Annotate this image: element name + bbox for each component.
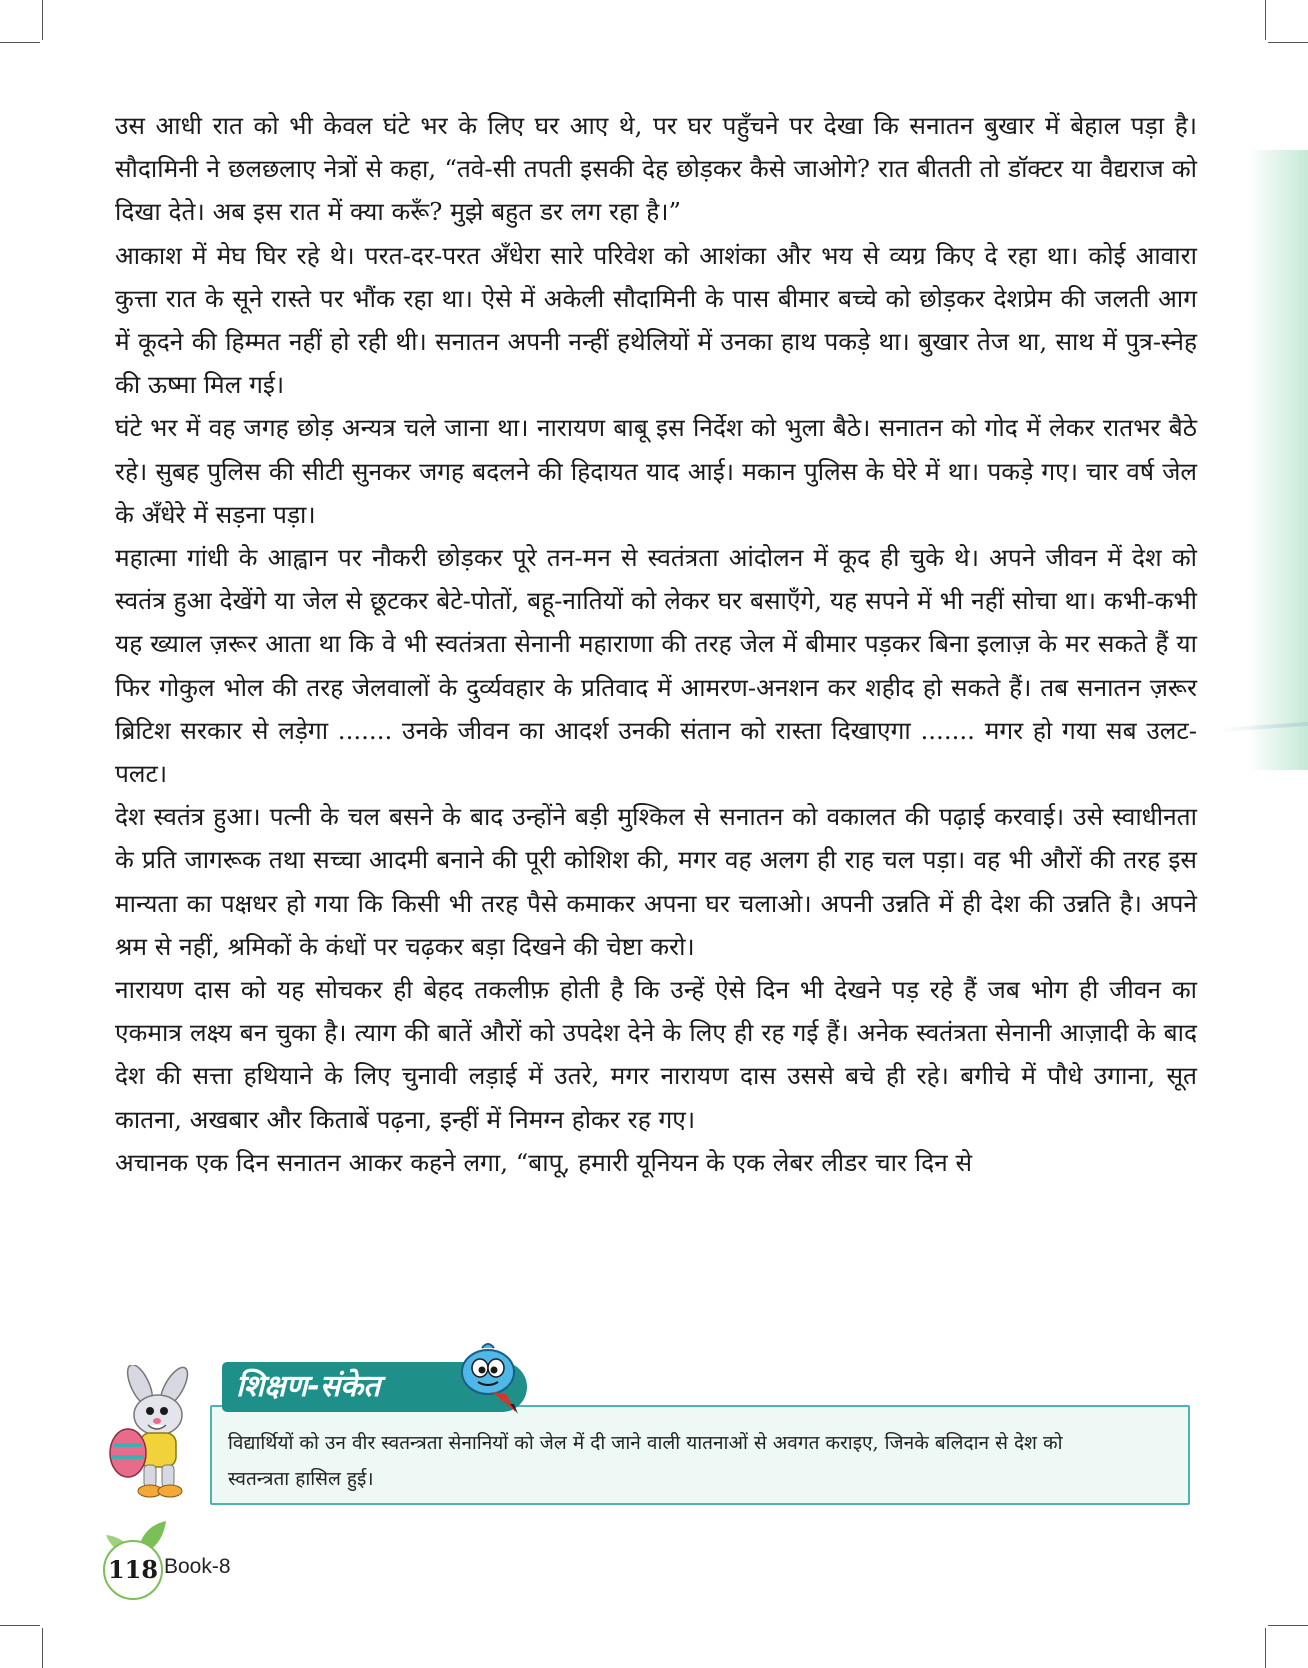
crop-mark-top-left-h [0,42,40,43]
paragraph-3: घंटे भर में वह जगह छोड़ अन्यत्र चले जाना था। नारायण बाबू इस निर्देश को भुला बैठे। सनातन को गोद में लेकर रातभर बैठे रहे। सुबह पुलिस की सीटी सुनकर जगह बदलने की हिदायत याद आई। मकान पुलिस के घेरे में था। पकड़े गए। चार वर्ष जेल के अँधेरे में सड़ना पड़ा। [115,413,1197,529]
crop-mark-top-right [1265,0,1266,40]
side-decoration [1248,150,1308,770]
page-number: 118 [103,1540,163,1600]
teaching-hint-heading: शिक्षण-संकेत [222,1362,527,1412]
crop-mark-bottom-left [42,1628,43,1668]
teaching-hint-text: विद्यार्थियों को उन वीर स्वतन्त्रता सेनानियों को जेल में दी जाने वाली यातनाओं से अवगत कराइए, जिनके बलिदान से देश को स्वतन्त्रता हासिल हुई। [228,1432,1063,1490]
crop-mark-top-right-h [1268,42,1308,43]
crop-mark-bottom-right-h [1268,1625,1308,1626]
crop-mark-bottom-left-h [0,1625,40,1626]
pencil-mascot-icon [452,1338,532,1418]
paragraph-1: उस आधी रात को भी केवल घंटे भर के लिए घर आए थे, पर घर पहुँचने पर देखा कि सनातन बुखार में बेहाल पड़ा है। सौदामिनी ने छलछलाए नेत्रों से कहा, “तवे-सी तपती इसकी देह छोड़कर कैसे जाओगे? रात बीतती तो डॉक्टर या वैद्यराज को दिखा देते। अब इस रात में क्या करूँ? मुझे बहुत डर लग रहा है।” [115,111,1197,227]
book-label: Book-8 [164,1555,231,1578]
paragraph-4: महात्मा गांधी के आह्वान पर नौकरी छोड़कर पूरे तन-मन से स्वतंत्रता आंदोलन में कूद ही चुके थे। अपने जीवन में देश को स्वतंत्र हुआ देखेंगे या जेल से छूटकर बेटे-पोतों, बहू-नातियों को लेकर घर बसाएँगे, यह सपने में भी नहीं सोचा था। कभी-कभी यह ख्याल ज़रूर आता था कि वे भी स्वतंत्रता सेनानी महाराणा की तरह जेल में बीमार पड़कर बिना इलाज़ के मर सकते हैं या फिर गोकुल भोल की तरह जेलवालों के दुर्व्यवहार के प्रतिवाद में आमरण-अनशन कर शहीद हो सकते हैं। तब सनातन ज़रूर ब्रिटिश सरकार से लड़ेगा ....... उनके जीवन का आदर्श उनकी संतान को रास्ता दिखाएगा ....... मगर हो गया सब उलट-पलट। [115,543,1197,789]
paragraph-6: नारायण दास को यह सोचकर ही बेहद तकलीफ़ होती है कि उन्हें ऐसे दिन भी देखने पड़ रहे हैं जब भोग ही जीवन का एकमात्र लक्ष्य बन चुका है। त्याग की बातें औरों को उपदेश देने के लिए ही रह गई हैं। अनेक स्वतंत्रता सेनानी आज़ादी के बाद देश की सत्ता हथियाने के लिए चुनावी लड़ाई में उतरे, मगर नारायण दास उससे बचे ही रहे। बगीचे में पौधे उगाना, सूत कातना, अखबार और किताबें पढ़ना, इन्हीं में निमग्न होकर रह गए। [115,975,1197,1134]
paragraph-2: आकाश में मेघ घिर रहे थे। परत-दर-परत अँधेरा सारे परिवेश को आशंका और भय से व्यग्र किए दे रहा था। कोई आवारा कुत्ता रात के सूने रास्ते पर भौंक रहा था। ऐसे में अकेली सौदामिनी के पास बीमार बच्चे को छोड़कर देशप्रेम की जलती आग में कूदने की हिम्मत नहीं हो रही थी। सनातन अपनी नन्हीं हथेलियों में उनका हाथ पकड़े था। बुखार तेज था, साथ में पुत्र-स्नेह की ऊष्मा मिल गई। [115,240,1197,400]
bunny-mascot-icon [100,1365,210,1505]
paragraph-5: देश स्वतंत्र हुआ। पत्नी के चल बसने के बाद उन्होंने बड़ी मुश्किल से सनातन को वकालत की पढ़ाई करवाई। उसे स्वाधीनता के प्रति जागरूक तथा सच्चा आदमी बनाने की पूरी कोशिश की, मगर वह अलग ही राह चल पड़ा। वह भी औरों की तरह इस मान्यता का पक्षधर हो गया कि किसी भी तरह पैसे कमाकर अपना घर चलाओ। अपनी उन्नति में ही देश की उन्नति है। अपने श्रम से नहीं, श्रमिकों के कंधों पर चढ़कर बड़ा दिखने की चेष्टा करो। [115,802,1197,961]
paragraph-7: अचानक एक दिन सनातन आकर कहने लगा, “बापू, हमारी यूनियन के एक लेबर लीडर चार दिन से [115,1147,973,1177]
crop-mark-bottom-right [1265,1628,1266,1668]
crop-mark-top-left [42,0,43,40]
story-body [115,104,1197,1184]
